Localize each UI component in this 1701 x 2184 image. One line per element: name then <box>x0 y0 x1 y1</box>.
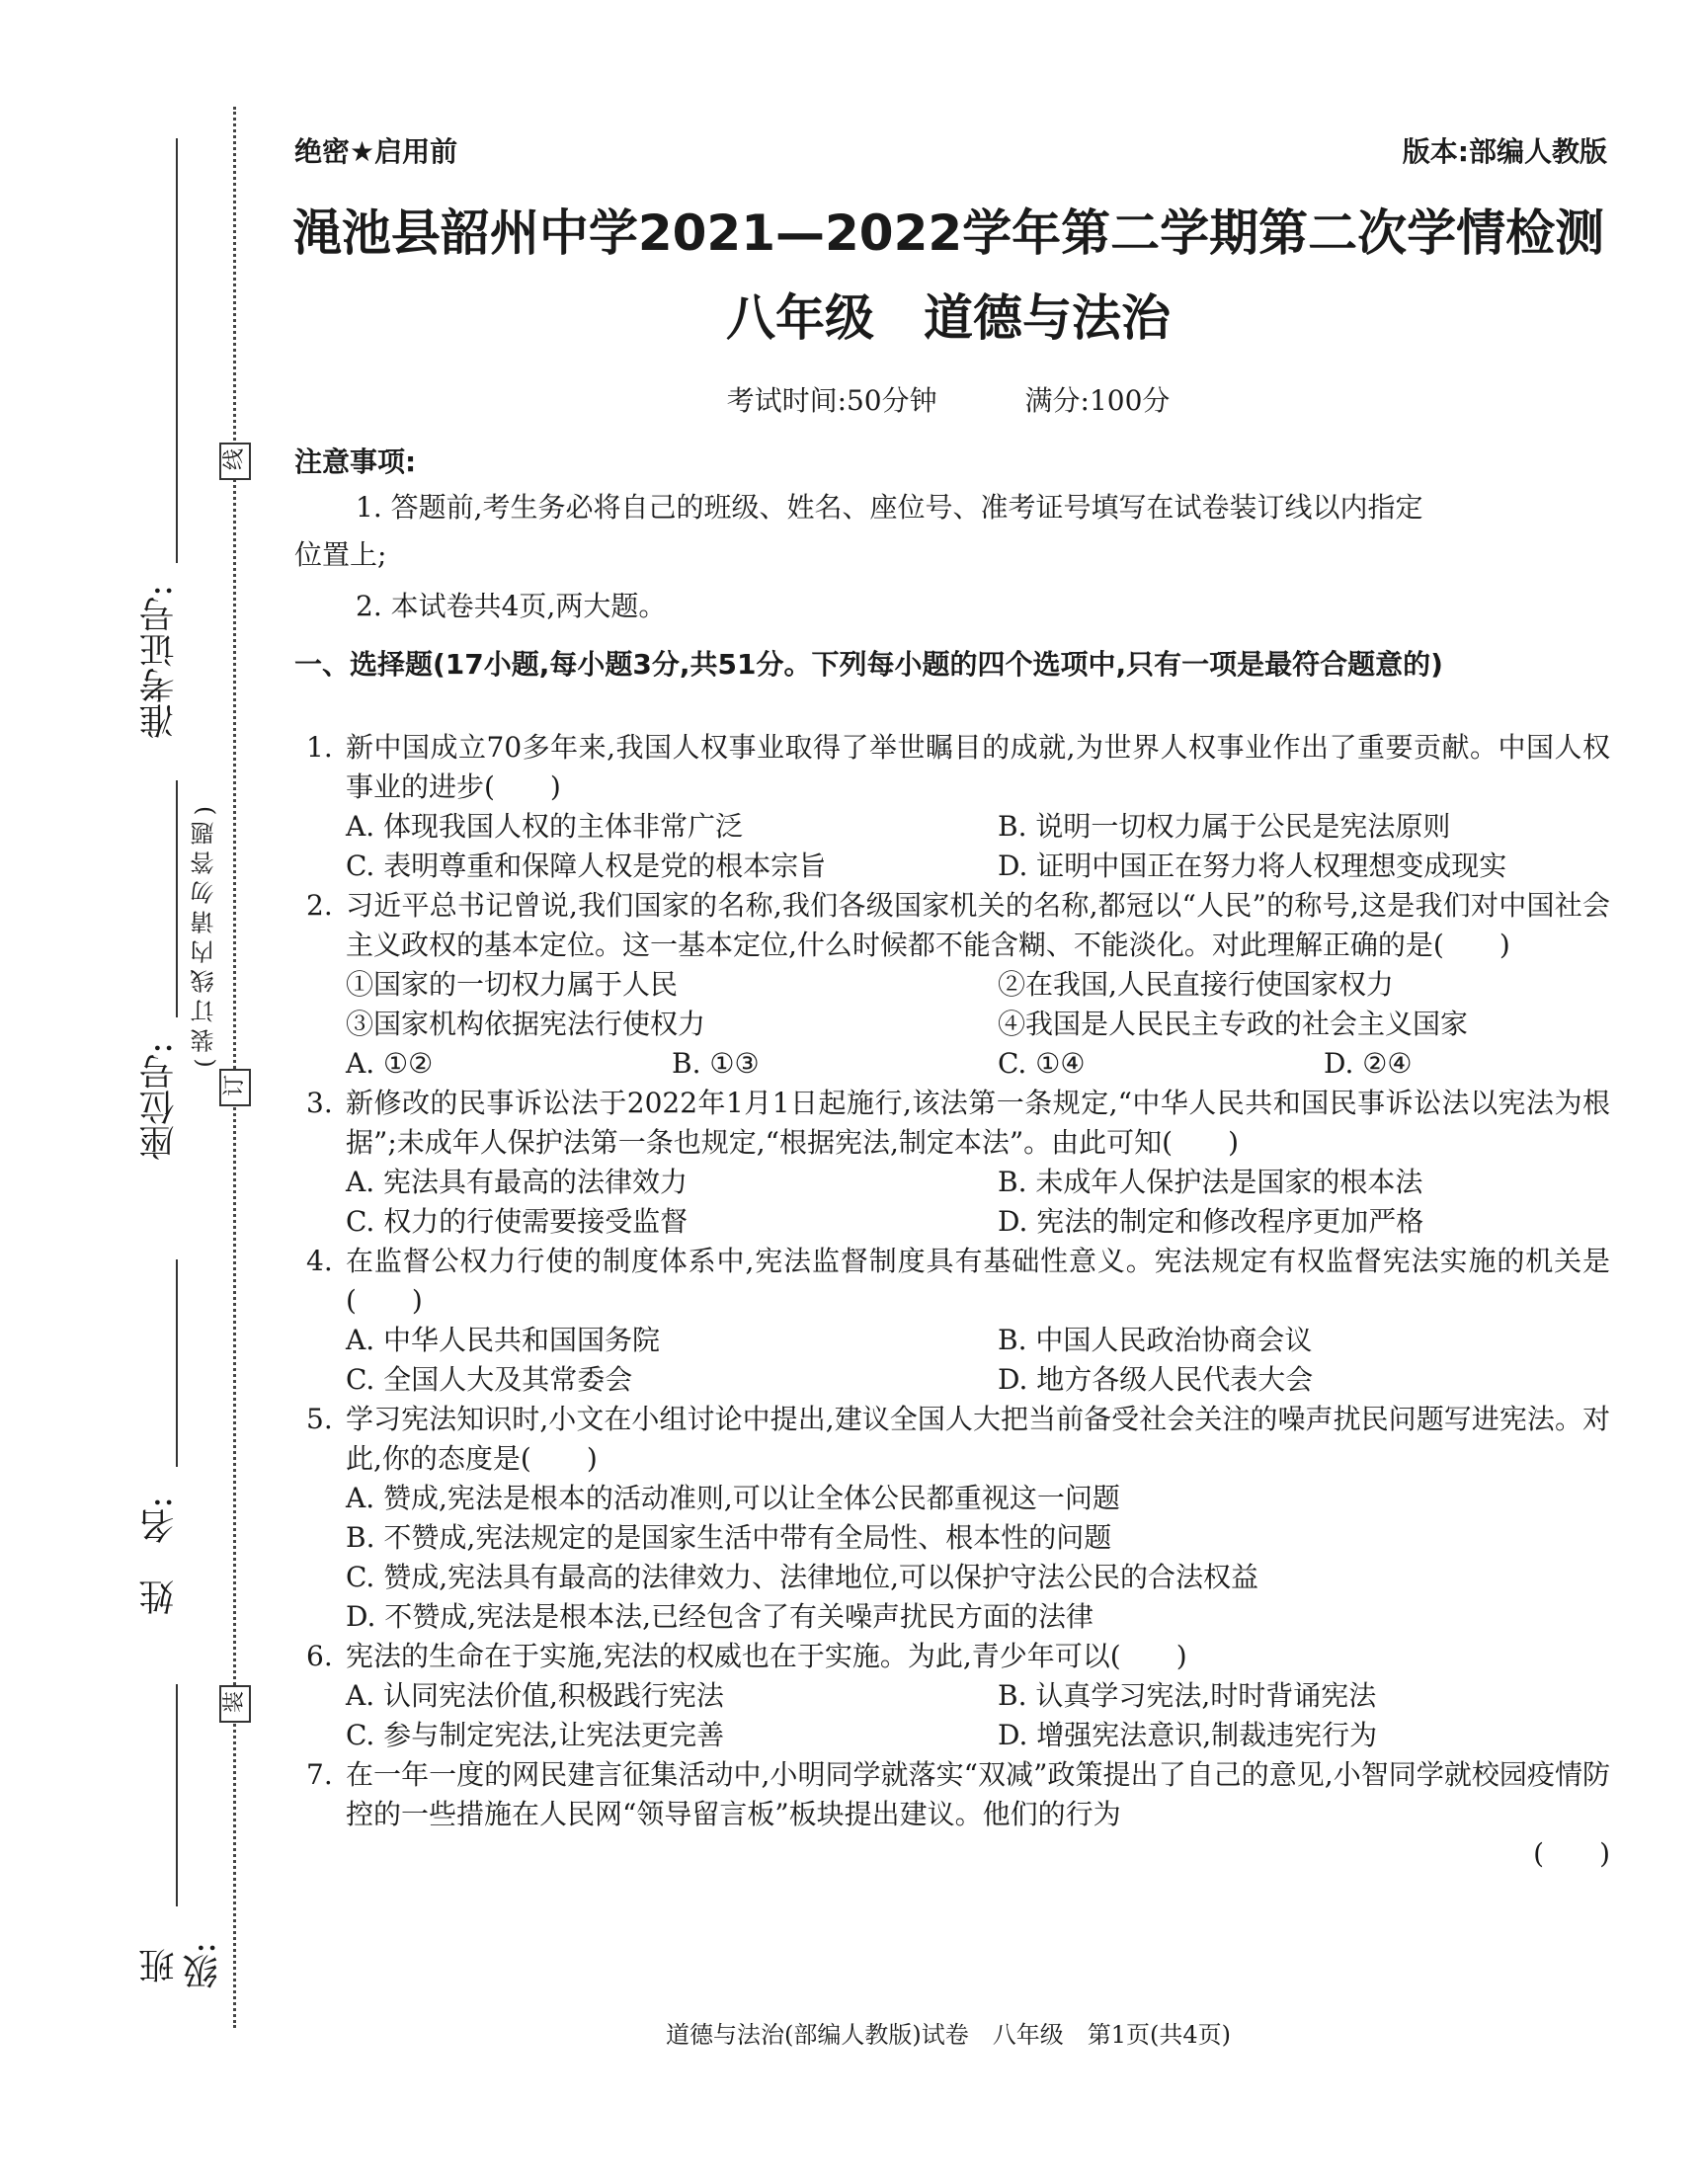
option-d[interactable]: D. 地方各级人民代表大会 <box>998 1363 1314 1396</box>
option-b[interactable]: B. 认真学习宪法,时时背诵宪法 <box>998 1679 1377 1712</box>
question-number: 6. <box>306 1640 333 1672</box>
question-stem: 新中国成立70多年来,我国人权事业取得了举世瞩目的成就,为世界人权事业作出了重要贡献。中国人权事业的进步( ) <box>346 731 1610 803</box>
binding-note: (装订线内请勿答题) <box>191 800 218 1068</box>
option-b[interactable]: B. 中国人民政治协商会议 <box>998 1324 1313 1356</box>
question-stem: 在一年一度的网民建言征集活动中,小明同学就落实“双减”政策提出了自己的意见,小智同学就校园疫情防控的一些措施在人民网“领导留言板”板块提出建议。他们的行为 <box>346 1758 1610 1830</box>
binding-mark-xian: 线 <box>219 443 251 480</box>
option-a[interactable]: A. ①② <box>346 1047 434 1080</box>
option-group <box>306 1479 1610 1637</box>
class-fill-line[interactable] <box>176 1684 178 1906</box>
question-4 <box>306 1242 1610 1400</box>
section-heading: 一、选择题(17小题,每小题3分,共51分。下列每小题的四个选项中,只有一项是最符合题意的) <box>294 648 1443 681</box>
name-fill-line[interactable] <box>176 1259 178 1467</box>
name-label: 姓 名: <box>139 1496 180 1616</box>
option-d[interactable]: D. ②④ <box>1324 1047 1413 1080</box>
exam-time: 考试时间:50分钟 <box>726 384 937 417</box>
question-2 <box>306 886 1610 1084</box>
exam-number-label: 准考证号: <box>139 584 180 740</box>
option-group <box>306 1321 1610 1400</box>
note-item-1-cont: 位置上; <box>294 538 387 571</box>
binding-mark-zhuang: 装 <box>219 1685 251 1723</box>
exam-title: 渑池县韶州中学2021—2022学年第二学期第二次学情检测 <box>291 204 1605 262</box>
option-group <box>306 807 1610 886</box>
option-c[interactable]: C. 全国人大及其常委会 <box>346 1363 633 1396</box>
option-a[interactable]: A. 体现我国人权的主体非常广泛 <box>346 810 744 843</box>
option-d[interactable]: D. 增强宪法意识,制裁违宪行为 <box>998 1719 1378 1751</box>
option-c[interactable]: C. 参与制定宪法,让宪法更完善 <box>346 1719 725 1751</box>
option-b[interactable]: B. 不赞成,宪法规定的是国家生活中带有全局性、根本性的问题 <box>346 1521 1112 1554</box>
page-footer: 道德与法治(部编人教版)试卷 八年级 第1页(共4页) <box>666 2021 1231 2049</box>
question-1 <box>306 728 1610 886</box>
question-list <box>306 728 1610 1874</box>
version-label: 版本:部编人教版 <box>1402 135 1607 168</box>
exam-info <box>286 379 1610 419</box>
option-c[interactable]: C. ①④ <box>998 1047 1086 1080</box>
question-number: 1. <box>306 731 333 764</box>
question-number: 7. <box>306 1758 333 1791</box>
option-c[interactable]: C. 表明尊重和保障人权是党的根本宗旨 <box>346 849 827 882</box>
class-label: 班 级: <box>139 1912 223 1990</box>
answer-paren[interactable]: ( ) <box>1533 1837 1610 1870</box>
full-score: 满分:100分 <box>1024 384 1171 417</box>
binding-dotted-line <box>233 107 236 2028</box>
notes-heading: 注意事项: <box>294 445 417 478</box>
option-b[interactable]: B. ①③ <box>672 1047 760 1080</box>
option-d[interactable]: D. 宪法的制定和修改程序更加严格 <box>998 1205 1424 1238</box>
option-c[interactable]: C. 权力的行使需要接受监督 <box>346 1205 688 1238</box>
secret-label: 绝密★启用前 <box>294 135 458 168</box>
question-number: 4. <box>306 1245 333 1277</box>
statement-group <box>306 965 1610 1044</box>
option-d[interactable]: D. 证明中国正在努力将人权理想变成现实 <box>998 849 1507 882</box>
question-stem: 宪法的生命在于实施,宪法的权威也在于实施。为此,青少年可以( ) <box>346 1640 1187 1672</box>
option-c[interactable]: C. 赞成,宪法具有最高的法律效力、法律地位,可以保护守法公民的合法权益 <box>346 1561 1259 1593</box>
option-a[interactable]: A. 中华人民共和国国务院 <box>346 1324 661 1356</box>
statement-3: ③国家机构依据宪法行使权力 <box>346 1008 706 1040</box>
statement-1: ①国家的一切权力属于人民 <box>346 968 679 1001</box>
question-3 <box>306 1084 1610 1242</box>
option-a[interactable]: A. 赞成,宪法是根本的活动准则,可以让全体公民都重视这一问题 <box>346 1482 1120 1514</box>
question-number: 2. <box>306 889 333 922</box>
exam-subject-title: 八年级 道德与法治 <box>726 289 1171 347</box>
question-stem: 学习宪法知识时,小文在小组讨论中提出,建议全国人大把当前备受社会关注的噪声扰民问题写进宪法。对此,你的态度是( ) <box>346 1403 1610 1475</box>
question-5 <box>306 1400 1610 1637</box>
option-d[interactable]: D. 不赞成,宪法是根本法,已经包含了有关噪声扰民方面的法律 <box>346 1600 1094 1633</box>
option-a[interactable]: A. 宪法具有最高的法律效力 <box>346 1166 688 1198</box>
question-6 <box>306 1637 1610 1755</box>
exam-number-fill-line[interactable] <box>176 138 178 563</box>
question-stem: 新修改的民事诉讼法于2022年1月1日起施行,该法第一条规定,“中华人民共和国民事诉讼法以宪法为根据”;未成年人保护法第一条也规定,“根据宪法,制定本法”。由此可知( ) <box>346 1087 1610 1159</box>
binding-mark-ding: 订 <box>219 1069 251 1106</box>
question-stem: 习近平总书记曾说,我们国家的名称,我们各级国家机关的名称,都冠以“人民”的称号,这是我们对中国社会主义政权的基本定位。这一基本定位,什么时候都不能含糊、不能淡化。对此理解正确的是( ) <box>346 889 1610 961</box>
question-number: 5. <box>306 1403 333 1435</box>
note-item-2: 2. 本试卷共4页,两大题。 <box>356 590 667 622</box>
option-b[interactable]: B. 未成年人保护法是国家的根本法 <box>998 1166 1423 1198</box>
option-b[interactable]: B. 说明一切权力属于公民是宪法原则 <box>998 810 1451 843</box>
question-7 <box>306 1755 1610 1874</box>
statement-4: ④我国是人民民主专政的社会主义国家 <box>998 1008 1469 1040</box>
statement-2: ②在我国,人民直接行使国家权力 <box>998 968 1394 1001</box>
question-number: 3. <box>306 1087 333 1119</box>
option-group <box>306 1676 1610 1755</box>
seat-number-label: 座位号: <box>139 1041 180 1162</box>
seat-number-fill-line[interactable] <box>176 780 178 1017</box>
question-stem: 在监督公权力行使的制度体系中,宪法监督制度具有基础性意义。宪法规定有权监督宪法实施的机关是( ) <box>346 1245 1610 1317</box>
option-a[interactable]: A. 认同宪法价值,积极践行宪法 <box>346 1679 724 1712</box>
option-group <box>306 1044 1610 1084</box>
option-group <box>306 1163 1610 1242</box>
note-item-1: 1. 答题前,考生务必将自己的班级、姓名、座位号、准考证号填写在试卷装订线以内指定 <box>356 491 1423 524</box>
